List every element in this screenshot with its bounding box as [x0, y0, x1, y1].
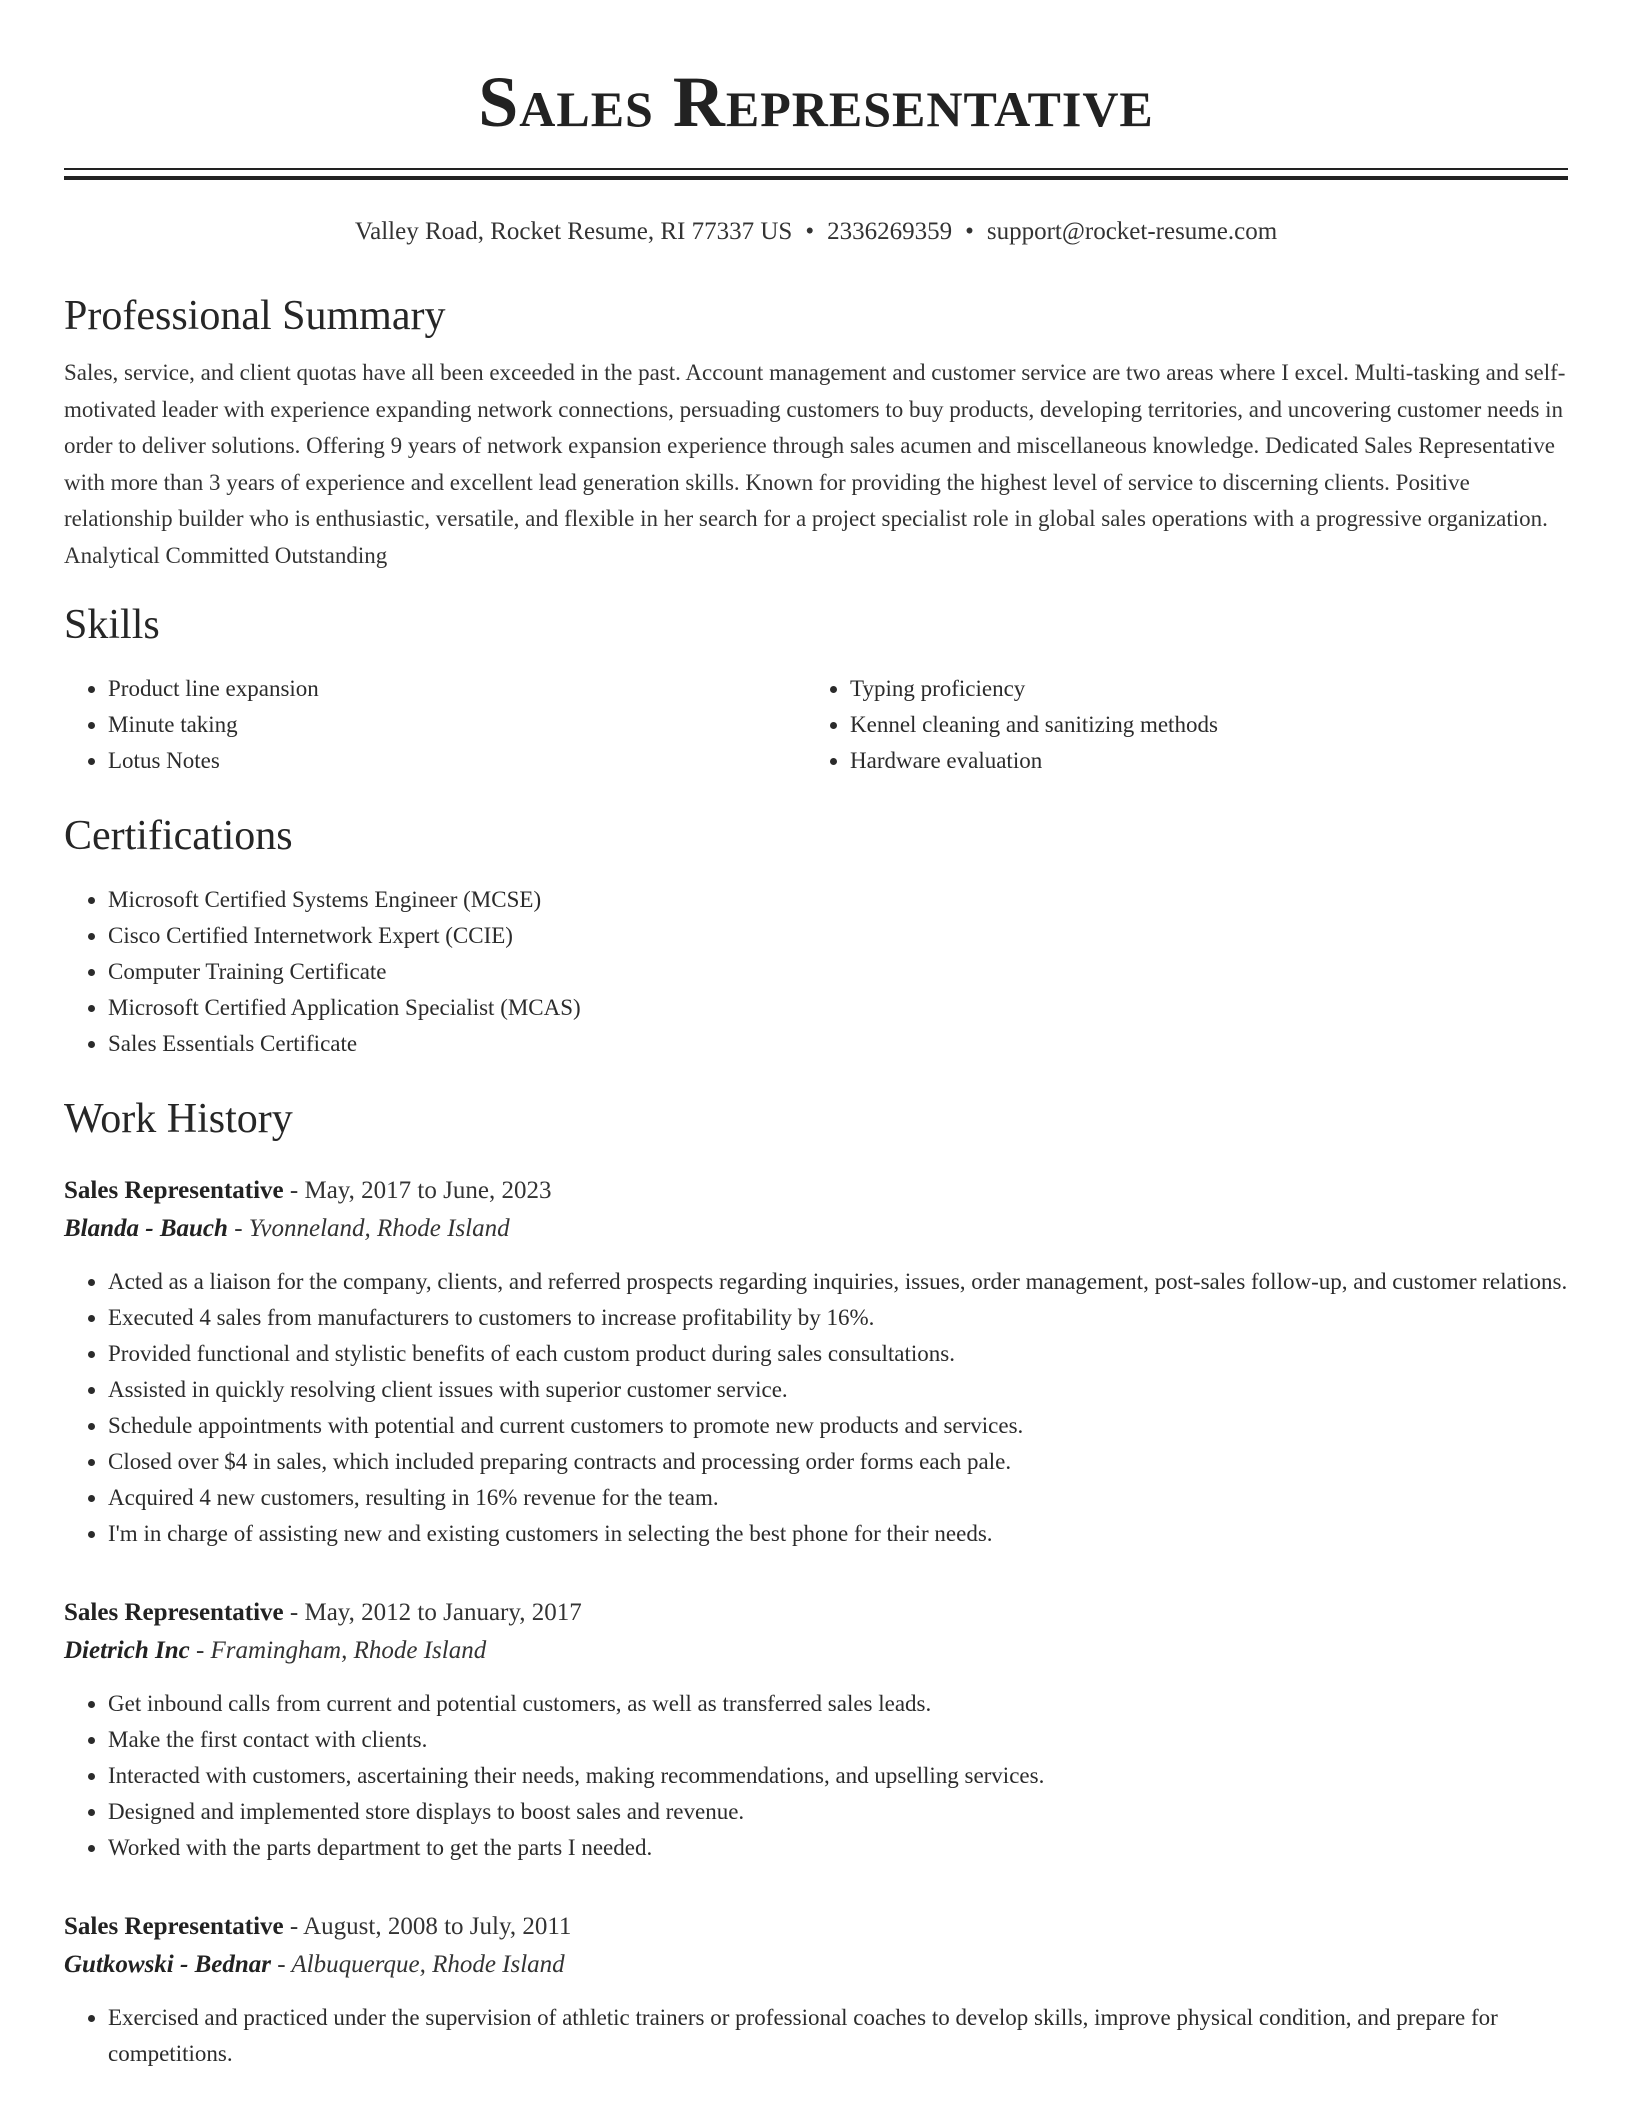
job-bullet: • Schedule appointments with potential and current customers to promote new products and services. — [108, 1408, 1568, 1444]
job-company-line — [64, 1946, 1568, 1984]
header-rule-thin — [64, 168, 1568, 170]
job-bullets — [64, 2000, 1568, 2072]
certification-item: • Microsoft Certified Application Specialist (MCAS) — [108, 990, 1568, 1026]
certifications-list — [64, 882, 1568, 1062]
contact-email: support@rocket-resume.com — [986, 218, 1278, 245]
job-title-line — [64, 1594, 1568, 1632]
skill-item: • Minute taking — [108, 707, 806, 743]
job-company: Blanda - Bauch — [64, 1215, 228, 1242]
certifications-heading: Certifications — [64, 813, 293, 859]
summary-section — [64, 290, 1568, 574]
summary-text: Sales, service, and client quotas have all been exceeded in the past. Account management and customer service are two areas where I excel. Multi-tasking and self-motivated leader with experience expanding network connections, persuading customers to buy products, developing territories, and uncovering customer needs in order to deliver solutions. Offering 9 years of network expansion experience through sales acumen and miscellaneous knowledge. Dedicated Sales Representative with more than 3 years of experience and excellent lead generation skills. Known for providing the highest level of service to discerning clients. Positive relationship builder who is enthusiastic, versatile, and flexible in her search for a project specialist role in global sales operations with a progressive organization. Analytical Committed Outstanding — [64, 360, 1566, 568]
job-bullet: • Worked with the parts department to get the parts I needed. — [108, 1830, 1568, 1866]
job-title-line — [64, 1908, 1568, 1946]
job-bullet: • I'm in charge of assisting new and existing customers in selecting the best phone for their needs. — [108, 1516, 1568, 1552]
skills-heading: Skills — [64, 602, 160, 648]
contact-phone: 2336269359 — [827, 218, 953, 245]
job-company: Gutkowski - Bednar — [64, 1951, 271, 1978]
contact-line — [64, 216, 1568, 248]
skill-item: • Kennel cleaning and sanitizing methods — [850, 707, 1548, 743]
job-company: Dietrich Inc — [64, 1637, 190, 1664]
job-entry — [64, 1908, 1568, 2072]
skill-item: • Hardware evaluation — [850, 743, 1548, 779]
skills-column-right — [806, 671, 1548, 779]
job-bullet: • Executed 4 sales from manufacturers to customers to increase profitability by 16%. — [108, 1300, 1568, 1336]
job-role: Sales Representative — [64, 1177, 284, 1204]
job-bullet: • Closed over $4 in sales, which included preparing contracts and processing order forms each pale. — [108, 1444, 1568, 1480]
job-bullet: • Make the first contact with clients. — [108, 1722, 1568, 1758]
job-dates: - May, 2017 to June, 2023 — [283, 1177, 552, 1204]
job-bullet: • Interacted with customers, ascertaining their needs, making recommendations, and upselling services. — [108, 1758, 1568, 1794]
job-entry — [64, 1594, 1568, 1866]
job-location: - Yvonneland, Rhode Island — [227, 1215, 510, 1242]
skills-column-left — [64, 671, 806, 779]
resume-name-title: Sales Representative — [478, 62, 1154, 142]
job-title-line — [64, 1172, 1568, 1210]
job-company-line — [64, 1210, 1568, 1248]
certification-item: • Computer Training Certificate — [108, 954, 1568, 990]
contact-address: Valley Road, Rocket Resume, RI 77337 US — [354, 218, 793, 245]
job-bullet: • Acquired 4 new customers, resulting in 16% revenue for the team. — [108, 1480, 1568, 1516]
job-bullet: • Assisted in quickly resolving client issues with superior customer service. — [108, 1372, 1568, 1408]
skill-item: • Product line expansion — [108, 671, 806, 707]
job-dates: - May, 2012 to January, 2017 — [283, 1599, 582, 1626]
job-bullet: • Get inbound calls from current and potential customers, as well as transferred sales leads. — [108, 1686, 1568, 1722]
contact-separator: • — [805, 218, 815, 245]
job-location: - Albuquerque, Rhode Island — [270, 1951, 565, 1978]
summary-heading: Professional Summary — [64, 293, 446, 339]
job-bullet: • Acted as a liaison for the company, clients, and referred prospects regarding inquiries, issues, order management, post-sales follow-up, and customer relations. — [108, 1264, 1568, 1300]
header-rule-thick — [64, 176, 1568, 180]
certifications-section — [64, 810, 1568, 1062]
job-role: Sales Representative — [64, 1913, 284, 1940]
job-bullets — [64, 1264, 1568, 1552]
work-history-section — [64, 1093, 1568, 2072]
job-location: - Framingham, Rhode Island — [189, 1637, 487, 1664]
job-company-line — [64, 1632, 1568, 1670]
job-entry — [64, 1172, 1568, 1552]
job-bullet: • Exercised and practiced under the supervision of athletic trainers or professional coaches to develop skills, improve physical condition, and prepare for competitions. — [108, 2000, 1568, 2072]
contact-separator: • — [965, 218, 974, 245]
certification-item: • Cisco Certified Internetwork Expert (CCIE) — [108, 918, 1568, 954]
certification-item: • Microsoft Certified Systems Engineer (MCSE) — [108, 882, 1568, 918]
skill-item: • Lotus Notes — [108, 743, 806, 779]
skills-section — [64, 599, 1568, 779]
certification-item: • Sales Essentials Certificate — [108, 1026, 1568, 1062]
job-role: Sales Representative — [64, 1599, 284, 1626]
job-bullet: • Provided functional and stylistic benefits of each custom product during sales consultations. — [108, 1336, 1568, 1372]
skills-grid — [64, 671, 1568, 779]
job-bullets — [64, 1686, 1568, 1866]
job-bullet: • Designed and implemented store displays to boost sales and revenue. — [108, 1794, 1568, 1830]
job-dates: - August, 2008 to July, 2011 — [283, 1913, 572, 1940]
skill-item: • Typing proficiency — [850, 671, 1548, 707]
work-history-heading: Work History — [64, 1096, 293, 1142]
